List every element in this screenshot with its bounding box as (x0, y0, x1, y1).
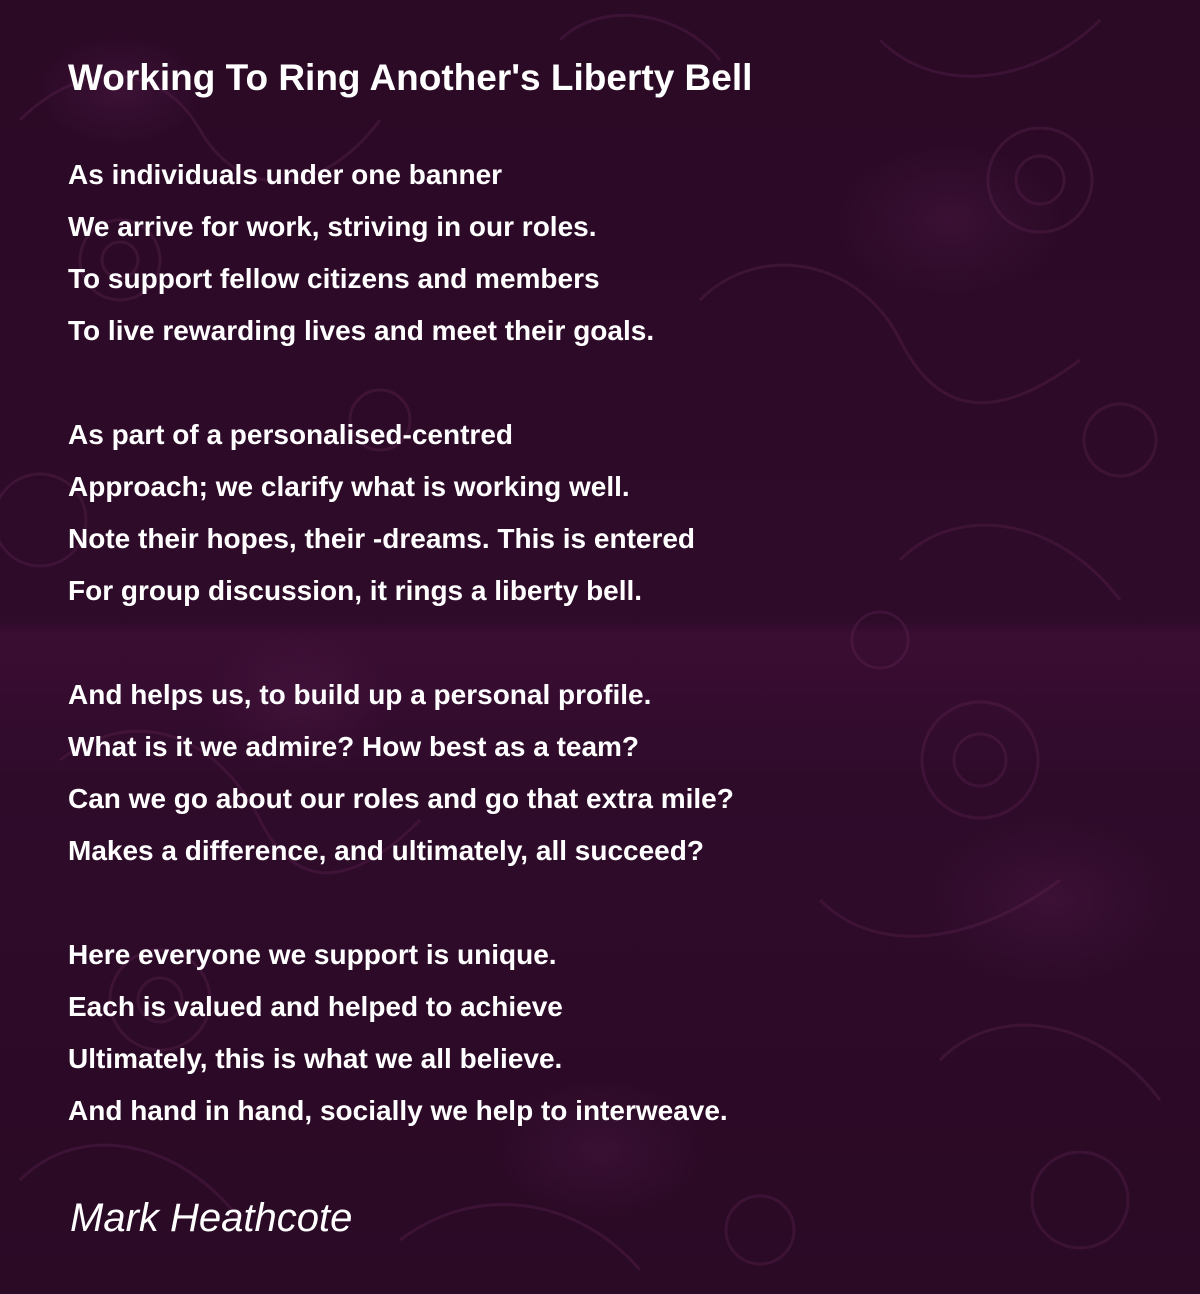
poem-title: Working To Ring Another's Liberty Bell (68, 57, 753, 98)
poem-line: We arrive for work, striving in our roles. (68, 211, 597, 242)
poem-line: Here everyone we support is unique. (68, 939, 557, 970)
poem-line: And helps us, to build up a personal profile. (68, 679, 652, 710)
poem-line: As individuals under one banner (68, 159, 503, 190)
poem-line: To live rewarding lives and meet their goals. (68, 315, 655, 346)
stanza-3 (68, 669, 734, 877)
stanza-4 (68, 929, 728, 1137)
poem-line: Ultimately, this is what we all believe. (68, 1043, 563, 1074)
poem-line: Note their hopes, their -dreams. This is entered (68, 523, 696, 554)
poem-line: And hand in hand, socially we help to interweave. (68, 1095, 728, 1126)
poem-line: Each is valued and helped to achieve (68, 991, 563, 1022)
poem-line: Can we go about our roles and go that extra mile? (68, 783, 734, 814)
stanza-2 (68, 409, 695, 617)
poem-line: For group discussion, it rings a liberty bell. (68, 575, 643, 606)
poem-line: What is it we admire? How best as a team? (68, 731, 640, 762)
stanza-1 (68, 149, 654, 357)
poem-line: Makes a difference, and ultimately, all succeed? (68, 835, 704, 866)
poem-line: To support fellow citizens and members (68, 263, 600, 294)
poem-line: As part of a personalised-centred (68, 419, 514, 450)
poem-line: Approach; we clarify what is working well. (68, 471, 630, 502)
poem-author: Mark Heathcote (70, 1196, 353, 1240)
